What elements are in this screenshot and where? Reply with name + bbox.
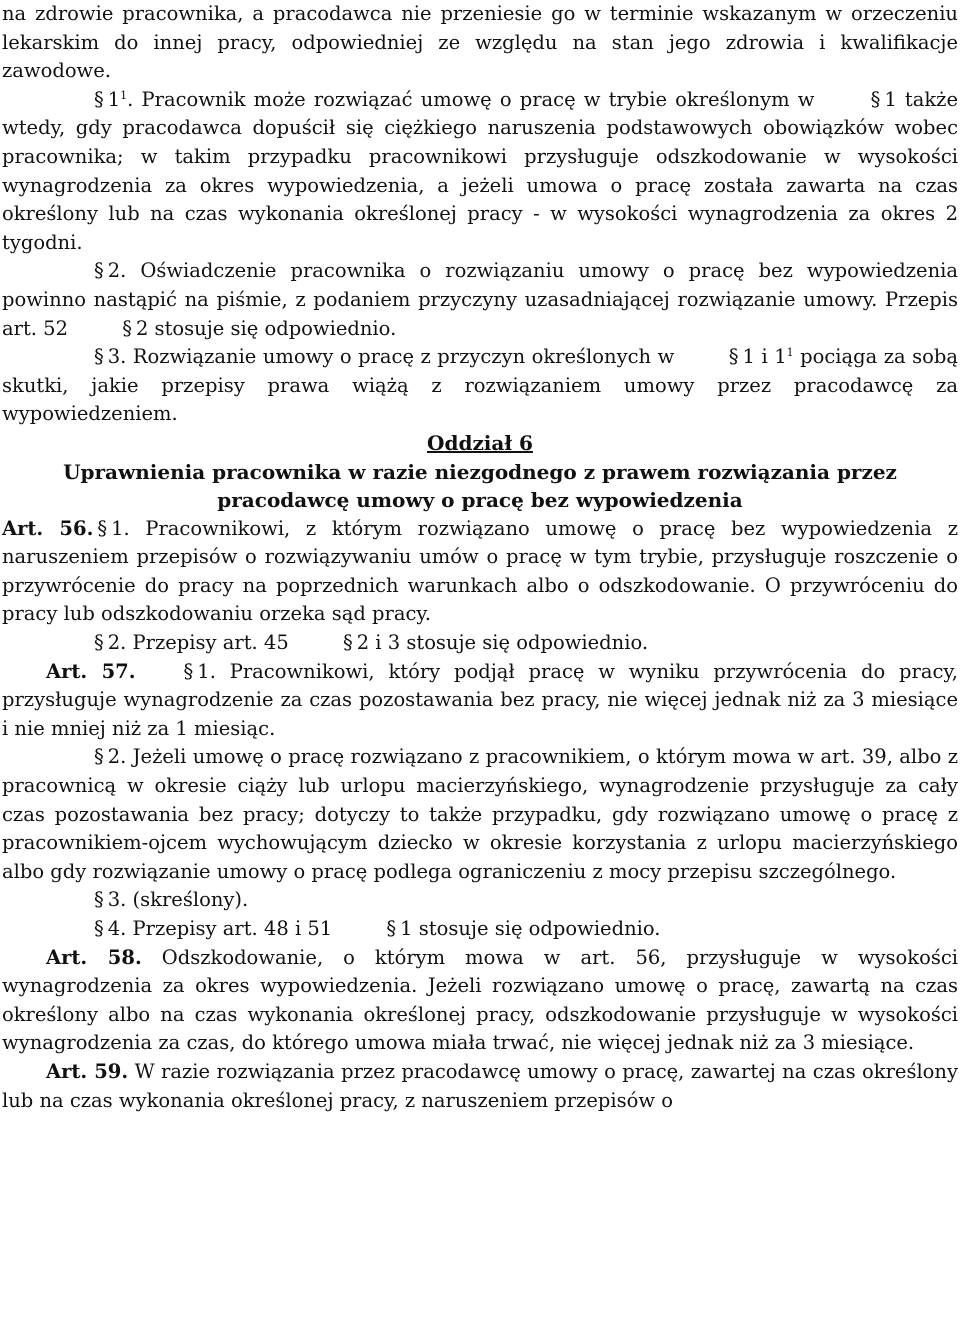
article-label: Art. 59. <box>46 1059 129 1083</box>
section-symbol: § <box>94 917 104 940</box>
section-symbol: § <box>94 888 104 912</box>
paragraph-text: Odszkodowanie, o którym mowa w art. 56, przysługuje w wysokości wynagrodzenia za okres wypowiedzenia. Jeżeli rozwiązano umowę o pracę, zawartą na czas określony albo na czas wykonania określonej pracy, odszkodowanie przysługuje w wysokości wynagrodzenia za czas, do którego umowa miała trwać, nie więcej jednak niż za 3 miesiące. <box>2 945 958 1055</box>
paragraph-text: 3. (skreślony). <box>107 888 249 912</box>
article-56-paragraph-2 <box>2 629 958 658</box>
division-label: Oddział 6 <box>427 430 533 455</box>
section-symbol: § <box>94 345 104 369</box>
paragraph-text: 2. Oświadczenie pracownika o rozwiązaniu umowy o pracę bez wypowiedzenia powinno nastąpić na piśmie, z podaniem przyczyny uzasadniającej rozwiązanie umowy. Przepis art. 52 <box>2 259 958 340</box>
paragraph-continuation: na zdrowie pracownika, a pracodawca nie przeniesie go w terminie wskazanym w orzeczeniu lekarskim do innej pracy, odpowiedniej ze względu na stan jego zdrowia i kwalifikacje zawodowe. <box>2 2 958 83</box>
article-57-paragraph-2 <box>2 743 958 886</box>
section-symbol: § <box>386 917 397 940</box>
section-number: 1 <box>107 87 121 111</box>
article-57-paragraph-1 <box>2 658 958 744</box>
paragraph-text: 4. Przepisy art. 48 i 51 <box>107 917 333 940</box>
section-symbol: § <box>94 259 104 283</box>
section-symbol: § <box>728 345 739 369</box>
paragraph-text: pociąga za sobą skutki, jakie przepisy prawa wiążą z rozwiązaniem umowy przez pracodawcę za wypowiedzeniem. <box>2 345 959 426</box>
paragraph-text: . Pracownik może rozwiązać umowę o pracę w trybie określonym w <box>127 87 815 111</box>
article-56-paragraph-1 <box>2 515 958 629</box>
paragraph-text: 2 stosuje się odpowiednio. <box>135 316 397 340</box>
paragraph-text: 1. Pracownikowi, z którym rozwiązano umowę o pracę bez wypowiedzenia z naruszeniem przepisów o rozwiązywaniu umów o pracę w tym trybie, przysługuje roszczenie o przywrócenie do pracy na poprzednich warunkach albo o odszkodowanie. O przywróceniu do pracy lub odszkodowaniu orzeka sąd pracy. <box>2 516 958 626</box>
paragraph-text: 2. Przepisy art. 45 <box>107 631 289 655</box>
section-symbol: § <box>94 745 104 769</box>
paragraph-text: 1 stosuje się odpowiednio. <box>400 917 661 940</box>
article-59 <box>2 1058 958 1115</box>
article-label: Art. 56. <box>2 516 94 540</box>
article-label: Art. 58. <box>46 945 142 969</box>
paragraph-text: 1 także wtedy, gdy pracodawca dopuścił się ciężkiego naruszenia podstawowych obowiązków wobec pracownika; w takim przypadku pracownikowi przysługuje odszkodowanie w wysokości wynagrodzenia za okres wypowiedzenia, a jeżeli umowa o pracę została zawarta na czas określony lub na czas wykonania określonej pracy - w wysokości wynagrodzenia za okres 2 tygodni. <box>2 87 958 254</box>
paragraph-text: 3. Rozwiązanie umowy o pracę z przyczyn określonych w <box>107 345 675 369</box>
superscript: 1 <box>786 346 794 360</box>
superscript: 1 <box>120 88 128 102</box>
section-symbol: § <box>183 659 194 683</box>
section-symbol: § <box>94 87 104 111</box>
section-symbol: § <box>122 316 132 340</box>
paragraph-art55-2 <box>2 257 958 343</box>
article-57-paragraph-3 <box>2 886 958 915</box>
paragraph-text: 1. Pracownikowi, który podjął pracę w wyniku przywrócenia do pracy, przysługuje wynagrodzenie za czas pozostawania bez pracy, nie więcej jednak niż za 3 miesiące i nie mniej niż za 1 miesiąc. <box>2 659 959 740</box>
paragraph-art55-1-1 <box>2 86 958 258</box>
division-title: Uprawnienia pracownika w razie niezgodnego z prawem rozwiązania przez pracodawcę umowy o pracę bez wypowiedzenia <box>63 459 897 513</box>
section-symbol: § <box>94 631 104 655</box>
section-symbol: § <box>870 87 881 111</box>
paragraph-text: 2 i 3 stosuje się odpowiednio. <box>356 631 649 655</box>
section-symbol: § <box>97 516 108 540</box>
article-58 <box>2 944 958 1058</box>
section-symbol: § <box>342 631 353 655</box>
paragraph-art55-3 <box>2 343 958 429</box>
paragraph-text: 1 i 1 <box>742 345 787 369</box>
paragraph-text: 2. Jeżeli umowę o pracę rozwiązano z pracownikiem, o którym mowa w art. 39, albo z pracownicą w okresie ciąży lub urlopu macierzyńskiego, wynagrodzenie przysługuje za cały czas pozostawania bez pracy; dotyczy to także przypadku, gdy rozwiązano umowę o pracę z pracownikiem-ojcem wychowującym dziecko w okresie korzystania z urlopu macierzyńskiego albo gdy rozwiązanie umowy o pracę podlega ograniczeniu z mocy przepisu szczególnego. <box>2 745 958 883</box>
article-57-paragraph-4 <box>2 915 958 944</box>
article-label: Art. 57. <box>46 659 136 683</box>
paragraph-text: W razie rozwiązania przez pracodawcę umowy o pracę, zawartej na czas określony lub na czas wykonania określonej pracy, z naruszeniem przepisów o <box>2 1059 959 1112</box>
